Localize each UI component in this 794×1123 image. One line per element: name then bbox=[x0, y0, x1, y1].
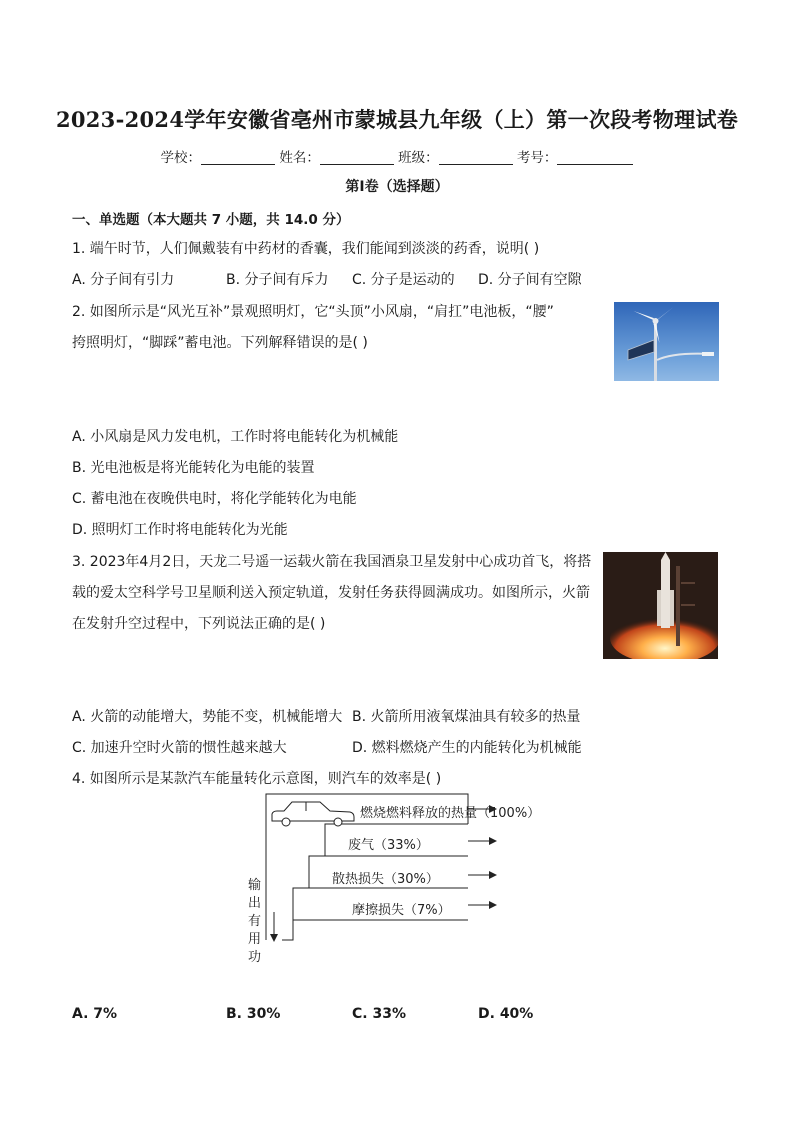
q2-option-c[interactable]: C. 蓄电池在夜晚供电时，将化学能转化为电能 bbox=[72, 491, 357, 507]
wind-solar-lamp-drawing bbox=[614, 302, 719, 381]
diagram-useful-1: 输 bbox=[248, 878, 262, 893]
diagram-useful-2: 出 bbox=[248, 896, 262, 911]
part-heading: 第I卷（选择题） bbox=[345, 179, 449, 195]
section-heading: 一、单选题（本大题共 7 小题，共 14.0 分） bbox=[72, 212, 350, 228]
rocket-launch-drawing bbox=[603, 552, 718, 659]
q1-option-a[interactable]: A. 分子间有引力 bbox=[72, 272, 175, 288]
q3-option-a[interactable]: A. 火箭的动能增大，势能不变，机械能增大 bbox=[72, 709, 343, 725]
diagram-exhaust-label: 废气（33%） bbox=[348, 838, 429, 853]
diagram-top-label: 燃烧燃料释放的热量（100%） bbox=[360, 806, 540, 821]
q2-stem-line1: 2. 如图所示是“风光互补”景观照明灯，它“头顶”小风扇，“肩扛”电池板，“腰” bbox=[72, 304, 554, 320]
diagram-useful-4: 用 bbox=[248, 932, 262, 947]
diagram-heat-loss-label: 散热损失（30%） bbox=[332, 872, 439, 887]
car-icon bbox=[272, 802, 354, 826]
q2-option-a[interactable]: A. 小风扇是风力发电机，工作时将电能转化为机械能 bbox=[72, 429, 399, 445]
q1-stem: 1. 端午时节，人们佩戴装有中药材的香囊，我们能闻到淡淡的药香，说明( ) bbox=[72, 241, 540, 257]
q4-option-b[interactable]: B. 30% bbox=[226, 1006, 281, 1022]
q4-option-d[interactable]: D. 40% bbox=[478, 1006, 534, 1022]
q3-stem-line1: 3. 2023年4月2日，天龙二号遥一运载火箭在我国酒泉卫星发射中心成功首飞，将搭 bbox=[72, 554, 592, 570]
q4-option-c[interactable]: C. 33% bbox=[352, 1006, 406, 1022]
q3-stem-line3: 在发射升空过程中，下列说法正确的是( ) bbox=[72, 616, 326, 632]
q2-stem-line2: 挎照明灯，“脚踩”蓄电池。下列解释错误的是( ) bbox=[72, 335, 368, 351]
class-blank[interactable] bbox=[439, 150, 513, 165]
q3-stem-line2: 载的爱太空科学号卫星顺利送入预定轨道，发射任务获得圆满成功。如图所示，火箭 bbox=[72, 585, 590, 601]
student-info-row bbox=[0, 146, 794, 166]
q3-option-d[interactable]: D. 燃料燃烧产生的内能转化为机械能 bbox=[352, 740, 582, 756]
rocket-launch-image bbox=[603, 552, 718, 659]
q3-option-b[interactable]: B. 火箭所用液氧煤油具有较多的热量 bbox=[352, 709, 581, 725]
class-label: 班级： bbox=[398, 150, 439, 166]
q1-option-b[interactable]: B. 分子间有斥力 bbox=[226, 272, 329, 288]
q3-option-c[interactable]: C. 加速升空时火箭的惯性越来越大 bbox=[72, 740, 287, 756]
number-blank[interactable] bbox=[557, 150, 633, 165]
exam-title: 2023-2024学年安徽省亳州市蒙城县九年级（上）第一次段考物理试卷 bbox=[55, 107, 739, 132]
name-blank[interactable] bbox=[320, 150, 394, 165]
number-label: 考号： bbox=[516, 150, 558, 166]
q4-option-a[interactable]: A. 7% bbox=[72, 1006, 118, 1022]
energy-flow-diagram bbox=[240, 790, 540, 970]
wind-solar-lamp-image bbox=[614, 302, 719, 381]
school-label: 学校： bbox=[160, 150, 202, 166]
school-blank[interactable] bbox=[201, 150, 275, 165]
name-label: 姓名： bbox=[279, 150, 320, 166]
q2-option-b[interactable]: B. 光电池板是将光能转化为电能的装置 bbox=[72, 460, 315, 476]
diagram-useful-3: 有 bbox=[248, 914, 262, 929]
q1-option-d[interactable]: D. 分子间有空隙 bbox=[478, 272, 582, 288]
q4-stem: 4. 如图所示是某款汽车能量转化示意图，则汽车的效率是( ) bbox=[72, 771, 442, 787]
diagram-useful-5: 功 bbox=[248, 950, 262, 965]
q2-option-d[interactable]: D. 照明灯工作时将电能转化为光能 bbox=[72, 522, 288, 538]
q1-option-c[interactable]: C. 分子是运动的 bbox=[352, 272, 455, 288]
diagram-friction-label: 摩擦损失（7%） bbox=[352, 903, 451, 918]
